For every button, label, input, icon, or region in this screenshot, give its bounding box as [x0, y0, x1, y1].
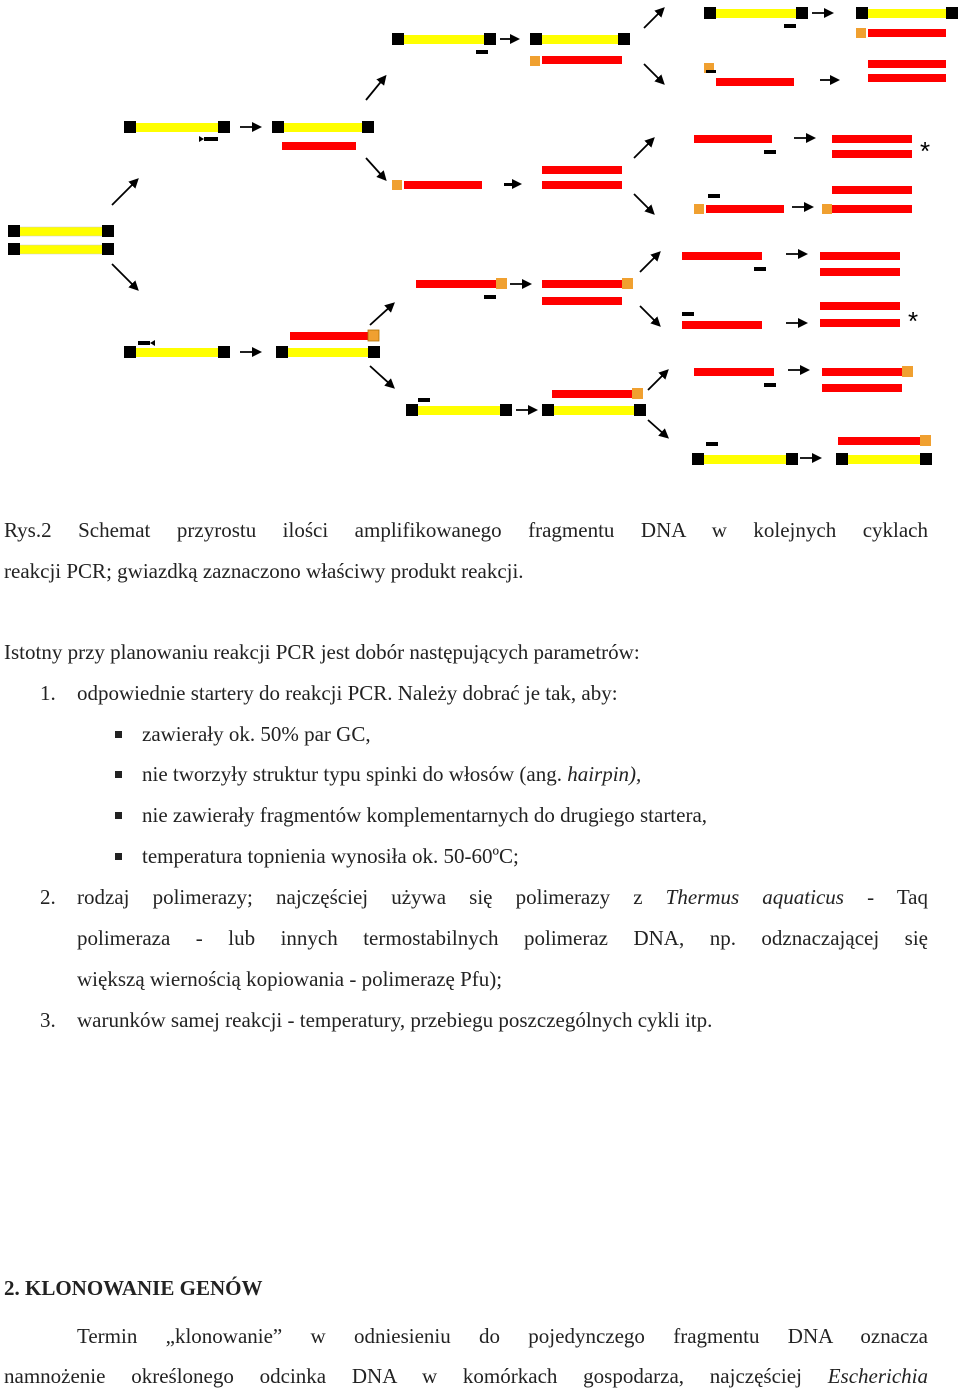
cycle2-strand-d — [406, 398, 512, 416]
cycle2-duplex-b — [542, 166, 622, 189]
list-item-1-number: 1. — [40, 681, 56, 705]
section-paragraph-line-2 — [4, 1356, 928, 1397]
list-item-3-text: warunków samej reakcji - temperatury, przebiegu poszczególnych cykli itp. — [77, 1008, 713, 1032]
cycle2-duplex-c — [542, 278, 633, 305]
bullet-marker — [115, 771, 122, 778]
product-asterisk-1: * — [920, 136, 931, 166]
section-paragraph-line-2-a: namnożenie określonego odcinka DNA w komórkach gospodarza, najczęściej — [4, 1364, 802, 1388]
cycle3-products — [820, 7, 958, 465]
list-item-2-line-1 — [77, 877, 928, 918]
cycle2-duplex-a — [530, 33, 630, 66]
list-item-2-line-1-b: - Taq — [867, 885, 928, 909]
product-asterisk-2: * — [908, 306, 919, 336]
cycle2-strand-b — [392, 180, 514, 190]
original-dna-duplex — [8, 225, 114, 255]
intro-sentence: Istotny przy planowaniu reakcji PCR jest dobór następujących parametrów: — [4, 640, 640, 664]
arrow-split-down-1 — [112, 264, 136, 288]
list-item-1-text: odpowiednie startery do reakcji PCR. Należy dobrać je tak, aby: — [77, 681, 618, 705]
list-item-2-line-2: polimeraza - lub innych termostabilnych polimeraz DNA, np. odznaczającej się — [77, 926, 928, 950]
cycle1-top-template — [124, 121, 230, 142]
bullet-marker — [115, 853, 122, 860]
list-item-2-line-1-a: rodzaj polimerazy; najczęściej używa się polimerazy z — [77, 885, 643, 909]
bullet-1: zawierały ok. 50% par GC, — [142, 722, 371, 746]
bullet-3: nie zawierały fragmentów komplementarnych do drugiego startera, — [142, 803, 708, 827]
list-item-2-line-3: większą wiernością kopiowania - polimerazę Pfu); — [77, 967, 503, 991]
bullet-2-italic: hairpin), — [567, 762, 642, 786]
caption-line-1: Rys.2 Schemat przyrostu ilości amplifikowanego fragmentu DNA w kolejnych cyklach — [4, 518, 928, 542]
bullet-4: temperatura topnienia wynosiła ok. 50-60ºC; — [142, 844, 519, 868]
bullet-2 — [142, 754, 641, 795]
section-heading: 2. KLONOWANIE GENÓW — [4, 1276, 263, 1300]
arrow-split-up-1 — [112, 181, 136, 205]
bacterium-name: Escherichia — [827, 1364, 929, 1388]
species-name: Thermus aquaticus — [665, 885, 844, 909]
bullet-2-text: nie tworzyły struktur typu spinki do włosów (ang. — [142, 762, 562, 786]
list-item-2-number: 2. — [40, 885, 56, 909]
section-paragraph-line-1: Termin „klonowanie” w odniesieniu do pojedynczego fragmentu DNA oznacza — [77, 1324, 928, 1348]
bullet-marker — [115, 731, 122, 738]
cycle2-strand-a — [392, 33, 496, 54]
bullet-marker — [115, 812, 122, 819]
list-item-3-number: 3. — [40, 1008, 56, 1032]
cycle1-bottom-duplex — [276, 330, 380, 358]
pcr-amplification-diagram — [0, 0, 960, 480]
cycle2-duplex-d — [542, 388, 646, 416]
caption-line-2: reakcji PCR; gwiazdką zaznaczono właściwy produkt reakcji. — [4, 559, 524, 583]
cycle2-strand-c — [416, 278, 507, 299]
cycle1-top-duplex — [272, 121, 374, 150]
cycle1-bottom-template — [124, 340, 230, 358]
cycle3-col-a — [682, 7, 808, 465]
